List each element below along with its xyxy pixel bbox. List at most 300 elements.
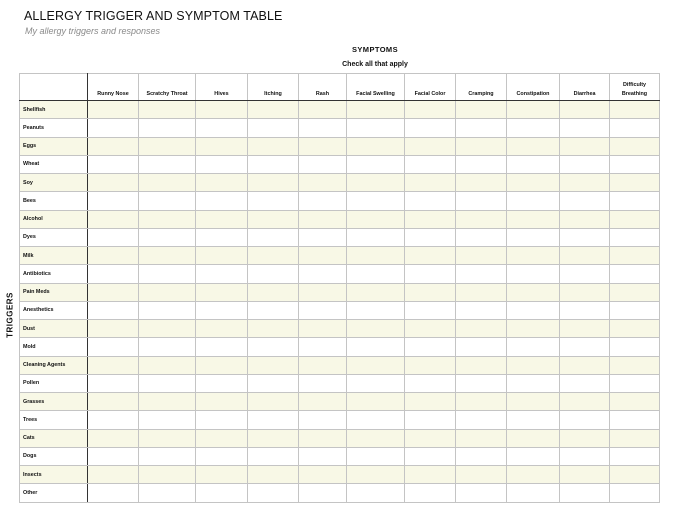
- symptom-check-cell[interactable]: [405, 119, 456, 137]
- symptom-check-cell[interactable]: [139, 466, 196, 484]
- symptom-check-cell[interactable]: [610, 283, 660, 301]
- symptom-check-cell[interactable]: [139, 101, 196, 119]
- symptom-check-cell[interactable]: [196, 101, 248, 119]
- symptom-check-cell[interactable]: [299, 393, 347, 411]
- symptom-check-cell[interactable]: [248, 137, 299, 155]
- symptom-check-cell[interactable]: [196, 174, 248, 192]
- symptom-check-cell[interactable]: [610, 101, 660, 119]
- symptom-check-cell[interactable]: [88, 356, 139, 374]
- symptom-check-cell[interactable]: [299, 228, 347, 246]
- symptom-check-cell[interactable]: [299, 247, 347, 265]
- symptom-check-cell[interactable]: [507, 192, 560, 210]
- trigger-rows: [20, 101, 660, 503]
- symptom-check-cell[interactable]: [196, 338, 248, 356]
- trigger-row: [20, 174, 660, 192]
- symptom-check-cell[interactable]: [139, 447, 196, 465]
- symptom-check-cell[interactable]: [347, 192, 405, 210]
- symptom-check-cell[interactable]: [560, 411, 610, 429]
- symptom-check-cell[interactable]: [507, 137, 560, 155]
- symptom-check-cell[interactable]: [610, 174, 660, 192]
- symptom-check-cell[interactable]: [610, 265, 660, 283]
- symptom-check-cell[interactable]: [456, 447, 507, 465]
- symptom-check-cell[interactable]: [88, 228, 139, 246]
- symptom-check-cell[interactable]: [405, 356, 456, 374]
- symptom-check-cell[interactable]: [456, 411, 507, 429]
- symptom-check-cell[interactable]: [139, 374, 196, 392]
- symptom-check-cell[interactable]: [507, 429, 560, 447]
- symptom-check-cell[interactable]: [405, 192, 456, 210]
- symptom-check-cell[interactable]: [405, 265, 456, 283]
- symptom-check-cell[interactable]: [139, 338, 196, 356]
- symptom-check-cell[interactable]: [405, 466, 456, 484]
- symptom-check-cell[interactable]: [248, 192, 299, 210]
- symptom-check-cell[interactable]: [139, 228, 196, 246]
- symptom-check-cell[interactable]: [405, 101, 456, 119]
- trigger-row: [20, 447, 660, 465]
- symptom-check-cell[interactable]: [347, 228, 405, 246]
- symptom-check-cell[interactable]: [139, 320, 196, 338]
- symptom-check-cell[interactable]: [456, 228, 507, 246]
- symptom-check-cell[interactable]: [299, 356, 347, 374]
- symptom-check-cell[interactable]: [139, 356, 196, 374]
- symptom-check-cell[interactable]: [456, 247, 507, 265]
- symptom-check-cell[interactable]: [196, 192, 248, 210]
- symptom-check-cell[interactable]: [610, 466, 660, 484]
- symptom-check-cell[interactable]: [456, 174, 507, 192]
- symptom-check-cell[interactable]: [196, 411, 248, 429]
- symptom-check-cell[interactable]: [139, 119, 196, 137]
- symptom-check-cell[interactable]: [248, 247, 299, 265]
- symptom-check-cell[interactable]: [347, 393, 405, 411]
- symptom-check-cell[interactable]: [405, 301, 456, 319]
- symptom-check-cell[interactable]: [456, 301, 507, 319]
- symptom-check-cell[interactable]: [560, 192, 610, 210]
- symptom-check-cell[interactable]: [560, 101, 610, 119]
- symptom-check-cell[interactable]: [456, 192, 507, 210]
- symptom-check-cell[interactable]: [507, 210, 560, 228]
- symptom-check-cell[interactable]: [456, 210, 507, 228]
- symptom-check-cell[interactable]: [610, 155, 660, 173]
- trigger-label: Soy: [20, 174, 88, 192]
- symptom-check-cell[interactable]: [88, 447, 139, 465]
- symptom-check-cell[interactable]: [139, 137, 196, 155]
- symptom-check-cell[interactable]: [456, 338, 507, 356]
- symptom-check-cell[interactable]: [196, 247, 248, 265]
- symptom-check-cell[interactable]: [88, 247, 139, 265]
- symptom-check-cell[interactable]: [405, 210, 456, 228]
- symptom-check-cell[interactable]: [196, 356, 248, 374]
- symptom-check-cell[interactable]: [196, 283, 248, 301]
- symptom-check-cell[interactable]: [560, 466, 610, 484]
- symptom-check-cell[interactable]: [507, 119, 560, 137]
- symptom-check-cell[interactable]: [456, 101, 507, 119]
- document-subtitle: My allergy triggers and responses: [25, 26, 161, 36]
- symptom-check-cell[interactable]: [405, 411, 456, 429]
- symptom-check-cell[interactable]: [347, 429, 405, 447]
- symptom-check-cell[interactable]: [196, 210, 248, 228]
- symptom-check-cell[interactable]: [248, 338, 299, 356]
- trigger-label: Grasses: [20, 393, 88, 411]
- symptom-check-cell[interactable]: [560, 119, 610, 137]
- symptom-check-cell[interactable]: [507, 155, 560, 173]
- symptom-check-cell[interactable]: [560, 320, 610, 338]
- symptom-check-cell[interactable]: [139, 265, 196, 283]
- symptom-check-cell[interactable]: [347, 338, 405, 356]
- symptom-check-cell[interactable]: [405, 338, 456, 356]
- symptom-check-cell[interactable]: [610, 119, 660, 137]
- symptom-check-cell[interactable]: [610, 137, 660, 155]
- trigger-label: Trees: [20, 411, 88, 429]
- symptom-check-cell[interactable]: [196, 119, 248, 137]
- symptom-check-cell[interactable]: [405, 447, 456, 465]
- document-title: ALLERGY TRIGGER AND SYMPTOM TABLE: [24, 9, 283, 23]
- symptom-check-cell[interactable]: [299, 210, 347, 228]
- trigger-row: [20, 119, 660, 137]
- symptom-check-cell[interactable]: [456, 155, 507, 173]
- symptom-check-cell[interactable]: [88, 174, 139, 192]
- symptom-check-cell[interactable]: [560, 429, 610, 447]
- symptom-check-cell[interactable]: [560, 155, 610, 173]
- symptom-check-cell[interactable]: [299, 283, 347, 301]
- symptom-check-cell[interactable]: [88, 101, 139, 119]
- symptom-check-cell[interactable]: [139, 393, 196, 411]
- symptom-check-cell[interactable]: [507, 247, 560, 265]
- trigger-label: Peanuts: [20, 119, 88, 137]
- symptom-check-cell[interactable]: [507, 301, 560, 319]
- symptom-check-cell[interactable]: [196, 447, 248, 465]
- symptom-check-cell[interactable]: [196, 374, 248, 392]
- trigger-row: [20, 466, 660, 484]
- symptom-check-cell[interactable]: [248, 356, 299, 374]
- symptom-check-cell[interactable]: [88, 301, 139, 319]
- symptom-check-cell[interactable]: [88, 155, 139, 173]
- symptom-check-cell[interactable]: [610, 338, 660, 356]
- symptom-check-cell[interactable]: [248, 429, 299, 447]
- symptom-check-cell[interactable]: [610, 356, 660, 374]
- symptom-check-cell[interactable]: [299, 320, 347, 338]
- symptom-column-header: Hives: [196, 74, 248, 101]
- symptom-check-cell[interactable]: [456, 356, 507, 374]
- symptom-check-cell[interactable]: [347, 283, 405, 301]
- symptom-check-cell[interactable]: [196, 320, 248, 338]
- symptom-check-cell[interactable]: [560, 137, 610, 155]
- symptom-check-cell[interactable]: [560, 283, 610, 301]
- symptom-check-cell[interactable]: [507, 174, 560, 192]
- symptom-check-cell[interactable]: [405, 484, 456, 502]
- symptom-check-cell[interactable]: [248, 101, 299, 119]
- symptom-check-cell[interactable]: [456, 393, 507, 411]
- symptom-check-cell[interactable]: [299, 137, 347, 155]
- symptom-check-cell[interactable]: [88, 265, 139, 283]
- symptom-check-cell[interactable]: [299, 411, 347, 429]
- symptom-check-cell[interactable]: [560, 265, 610, 283]
- symptom-check-cell[interactable]: [560, 247, 610, 265]
- symptom-check-cell[interactable]: [139, 484, 196, 502]
- symptom-check-cell[interactable]: [88, 119, 139, 137]
- symptom-check-cell[interactable]: [405, 247, 456, 265]
- symptom-check-cell[interactable]: [507, 283, 560, 301]
- symptom-column-header: Scratchy Throat: [139, 74, 196, 101]
- symptom-check-cell[interactable]: [88, 338, 139, 356]
- trigger-label: Bees: [20, 192, 88, 210]
- symptom-check-cell[interactable]: [196, 228, 248, 246]
- symptom-check-cell[interactable]: [347, 374, 405, 392]
- symptom-check-cell[interactable]: [248, 301, 299, 319]
- symptom-check-cell[interactable]: [560, 174, 610, 192]
- symptom-check-cell[interactable]: [299, 429, 347, 447]
- symptom-check-cell[interactable]: [507, 338, 560, 356]
- trigger-row: [20, 210, 660, 228]
- symptom-check-cell[interactable]: [405, 374, 456, 392]
- trigger-row: [20, 265, 660, 283]
- trigger-row: [20, 301, 660, 319]
- symptom-check-cell[interactable]: [405, 137, 456, 155]
- symptom-check-cell[interactable]: [507, 356, 560, 374]
- symptom-column-header: Facial Color: [405, 74, 456, 101]
- symptom-check-cell[interactable]: [560, 228, 610, 246]
- trigger-label: Wheat: [20, 155, 88, 173]
- symptom-check-cell[interactable]: [196, 393, 248, 411]
- trigger-label: Anesthetics: [20, 301, 88, 319]
- symptom-check-cell[interactable]: [347, 466, 405, 484]
- symptom-check-cell[interactable]: [610, 429, 660, 447]
- symptom-check-cell[interactable]: [299, 301, 347, 319]
- symptom-check-cell[interactable]: [248, 320, 299, 338]
- triggers-label-container: [3, 292, 17, 338]
- trigger-column-header: [20, 74, 88, 101]
- symptom-check-cell[interactable]: [88, 192, 139, 210]
- symptom-check-cell[interactable]: [88, 320, 139, 338]
- trigger-row: [20, 192, 660, 210]
- symptom-check-cell[interactable]: [405, 174, 456, 192]
- symptom-check-cell[interactable]: [88, 429, 139, 447]
- symptom-check-cell[interactable]: [248, 393, 299, 411]
- symptom-check-cell[interactable]: [248, 265, 299, 283]
- symptom-column-header: Difficulty Breathing: [610, 74, 660, 101]
- trigger-label: Alcohol: [20, 210, 88, 228]
- symptom-check-cell[interactable]: [405, 228, 456, 246]
- symptom-check-cell[interactable]: [507, 320, 560, 338]
- symptom-check-cell[interactable]: [196, 265, 248, 283]
- symptom-check-cell[interactable]: [88, 411, 139, 429]
- symptom-check-cell[interactable]: [507, 228, 560, 246]
- trigger-label: Eggs: [20, 137, 88, 155]
- trigger-row: [20, 155, 660, 173]
- trigger-label: Milk: [20, 247, 88, 265]
- symptom-check-cell[interactable]: [456, 429, 507, 447]
- symptom-check-cell[interactable]: [405, 393, 456, 411]
- symptom-check-cell[interactable]: [299, 466, 347, 484]
- symptom-check-cell[interactable]: [299, 174, 347, 192]
- symptom-check-cell[interactable]: [347, 155, 405, 173]
- symptom-check-cell[interactable]: [610, 484, 660, 502]
- trigger-label: Pain Meds: [20, 283, 88, 301]
- symptom-check-cell[interactable]: [248, 484, 299, 502]
- symptom-check-cell[interactable]: [560, 393, 610, 411]
- symptom-check-cell[interactable]: [456, 484, 507, 502]
- symptom-check-cell[interactable]: [248, 228, 299, 246]
- trigger-row: [20, 338, 660, 356]
- trigger-row: [20, 411, 660, 429]
- symptom-check-cell[interactable]: [299, 374, 347, 392]
- symptom-check-cell[interactable]: [560, 374, 610, 392]
- trigger-label: Cleaning Agents: [20, 356, 88, 374]
- symptom-check-cell[interactable]: [139, 301, 196, 319]
- symptom-check-cell[interactable]: [347, 484, 405, 502]
- symptom-check-cell[interactable]: [560, 356, 610, 374]
- symptom-check-cell[interactable]: [507, 265, 560, 283]
- symptom-check-cell[interactable]: [139, 411, 196, 429]
- symptom-check-cell[interactable]: [299, 338, 347, 356]
- symptom-check-cell[interactable]: [196, 429, 248, 447]
- symptom-check-cell[interactable]: [299, 265, 347, 283]
- symptoms-heading: SYMPTOMS: [352, 45, 398, 54]
- symptom-check-cell[interactable]: [196, 137, 248, 155]
- symptom-check-cell[interactable]: [139, 210, 196, 228]
- symptom-check-cell[interactable]: [139, 283, 196, 301]
- symptom-check-cell[interactable]: [405, 155, 456, 173]
- symptom-check-cell[interactable]: [456, 137, 507, 155]
- symptom-check-cell[interactable]: [139, 192, 196, 210]
- symptom-check-cell[interactable]: [610, 320, 660, 338]
- symptom-check-cell[interactable]: [610, 192, 660, 210]
- symptom-check-cell[interactable]: [610, 374, 660, 392]
- symptom-check-cell[interactable]: [610, 393, 660, 411]
- trigger-row: [20, 393, 660, 411]
- symptom-check-cell[interactable]: [88, 393, 139, 411]
- symptom-check-cell[interactable]: [456, 265, 507, 283]
- symptom-check-cell[interactable]: [405, 429, 456, 447]
- symptom-check-cell[interactable]: [88, 466, 139, 484]
- symptom-check-cell[interactable]: [248, 210, 299, 228]
- symptom-check-cell[interactable]: [196, 484, 248, 502]
- symptom-check-cell[interactable]: [299, 119, 347, 137]
- symptom-check-cell[interactable]: [610, 228, 660, 246]
- symptom-check-cell[interactable]: [507, 484, 560, 502]
- symptom-check-cell[interactable]: [88, 283, 139, 301]
- symptom-check-cell[interactable]: [610, 301, 660, 319]
- symptom-check-cell[interactable]: [347, 411, 405, 429]
- symptom-check-cell[interactable]: [347, 101, 405, 119]
- symptom-check-cell[interactable]: [560, 484, 610, 502]
- symptom-check-cell[interactable]: [248, 119, 299, 137]
- symptom-check-cell[interactable]: [248, 411, 299, 429]
- symptom-check-cell[interactable]: [560, 210, 610, 228]
- trigger-row: [20, 429, 660, 447]
- symptom-check-cell[interactable]: [456, 374, 507, 392]
- symptom-check-cell[interactable]: [196, 466, 248, 484]
- symptom-check-cell[interactable]: [88, 484, 139, 502]
- symptom-column-header: Itching: [248, 74, 299, 101]
- symptom-check-cell[interactable]: [507, 447, 560, 465]
- trigger-label: Shellfish: [20, 101, 88, 119]
- symptom-check-cell[interactable]: [347, 137, 405, 155]
- trigger-row: [20, 247, 660, 265]
- trigger-label: Mold: [20, 338, 88, 356]
- symptom-check-cell[interactable]: [507, 393, 560, 411]
- trigger-label: Pollen: [20, 374, 88, 392]
- symptom-check-cell[interactable]: [347, 356, 405, 374]
- trigger-label: Antibiotics: [20, 265, 88, 283]
- triggers-label: TRIGGERS: [5, 292, 15, 338]
- trigger-row: [20, 320, 660, 338]
- trigger-row: [20, 137, 660, 155]
- symptom-check-cell[interactable]: [196, 301, 248, 319]
- symptom-check-cell[interactable]: [347, 447, 405, 465]
- symptom-check-cell[interactable]: [560, 301, 610, 319]
- trigger-row: [20, 356, 660, 374]
- symptom-check-cell[interactable]: [299, 101, 347, 119]
- symptom-check-cell[interactable]: [88, 374, 139, 392]
- symptom-column-header: Rash: [299, 74, 347, 101]
- symptom-check-cell[interactable]: [560, 338, 610, 356]
- symptom-check-cell[interactable]: [347, 174, 405, 192]
- symptom-check-cell[interactable]: [248, 374, 299, 392]
- symptom-header-row: [20, 74, 660, 101]
- symptom-check-cell[interactable]: [405, 320, 456, 338]
- symptom-check-cell[interactable]: [139, 247, 196, 265]
- symptom-column-header: Constipation: [507, 74, 560, 101]
- trigger-row: [20, 484, 660, 502]
- symptom-check-cell[interactable]: [347, 119, 405, 137]
- trigger-row: [20, 374, 660, 392]
- symptom-check-cell[interactable]: [248, 155, 299, 173]
- symptom-check-cell[interactable]: [248, 283, 299, 301]
- symptom-check-cell[interactable]: [507, 466, 560, 484]
- symptom-check-cell[interactable]: [88, 137, 139, 155]
- symptom-check-cell[interactable]: [456, 283, 507, 301]
- symptom-check-cell[interactable]: [248, 174, 299, 192]
- symptom-check-cell[interactable]: [507, 101, 560, 119]
- symptom-check-cell[interactable]: [299, 447, 347, 465]
- symptom-check-cell[interactable]: [139, 429, 196, 447]
- trigger-label: Dyes: [20, 228, 88, 246]
- symptom-check-cell[interactable]: [610, 210, 660, 228]
- symptom-check-cell[interactable]: [456, 466, 507, 484]
- symptom-check-cell[interactable]: [347, 247, 405, 265]
- trigger-label: Dust: [20, 320, 88, 338]
- symptom-check-cell[interactable]: [560, 447, 610, 465]
- symptoms-instruction: Check all that apply: [342, 61, 408, 68]
- symptom-column-header: Diarrhea: [560, 74, 610, 101]
- symptom-check-cell[interactable]: [347, 210, 405, 228]
- symptom-check-cell[interactable]: [347, 301, 405, 319]
- symptom-check-cell[interactable]: [88, 210, 139, 228]
- symptom-check-cell[interactable]: [248, 466, 299, 484]
- symptom-check-cell[interactable]: [610, 247, 660, 265]
- symptom-check-cell[interactable]: [610, 447, 660, 465]
- symptom-check-cell[interactable]: [196, 155, 248, 173]
- symptom-column-header: Cramping: [456, 74, 507, 101]
- symptom-check-cell[interactable]: [347, 320, 405, 338]
- symptom-check-cell[interactable]: [299, 192, 347, 210]
- symptom-column-header: Runny Nose: [88, 74, 139, 101]
- symptom-check-cell[interactable]: [139, 174, 196, 192]
- symptom-check-cell[interactable]: [347, 265, 405, 283]
- trigger-label: Other: [20, 484, 88, 502]
- symptom-check-cell[interactable]: [299, 484, 347, 502]
- symptom-check-cell[interactable]: [456, 119, 507, 137]
- symptom-check-cell[interactable]: [507, 411, 560, 429]
- symptom-column-header: Facial Swelling: [347, 74, 405, 101]
- symptom-check-cell[interactable]: [248, 447, 299, 465]
- symptom-check-cell[interactable]: [299, 155, 347, 173]
- symptom-check-cell[interactable]: [405, 283, 456, 301]
- symptom-check-cell[interactable]: [507, 374, 560, 392]
- symptom-check-cell[interactable]: [139, 155, 196, 173]
- symptom-check-cell[interactable]: [610, 411, 660, 429]
- symptom-check-cell[interactable]: [456, 320, 507, 338]
